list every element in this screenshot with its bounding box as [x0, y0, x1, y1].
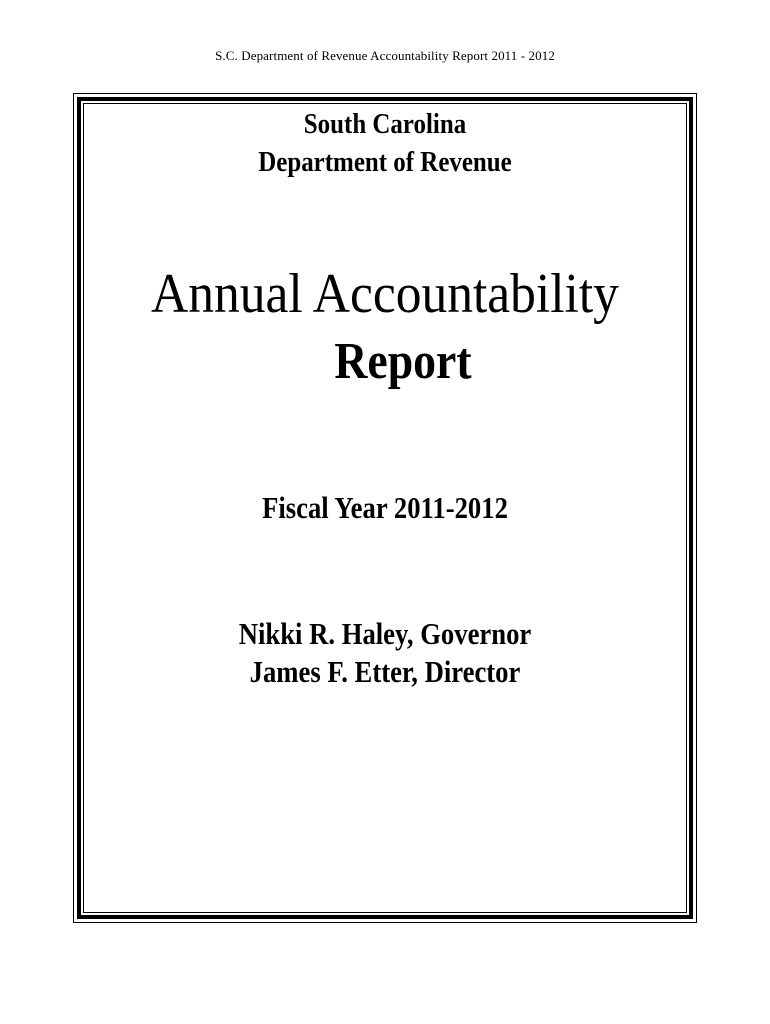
governor-name: Nikki R. Haley, Governor [238, 616, 532, 651]
director-name: James F. Etter, Director [249, 654, 521, 689]
running-header: S.C. Department of Revenue Accountability Report 2011 - 2012 [215, 48, 555, 63]
fiscal-year: Fiscal Year 2011-2012 [262, 490, 508, 525]
agency-name: Department of Revenue [258, 146, 512, 178]
agency-state: South Carolina [303, 108, 467, 140]
report-title-line-2: Report [334, 333, 472, 390]
report-title-line-1: Annual Accountability [151, 263, 619, 325]
